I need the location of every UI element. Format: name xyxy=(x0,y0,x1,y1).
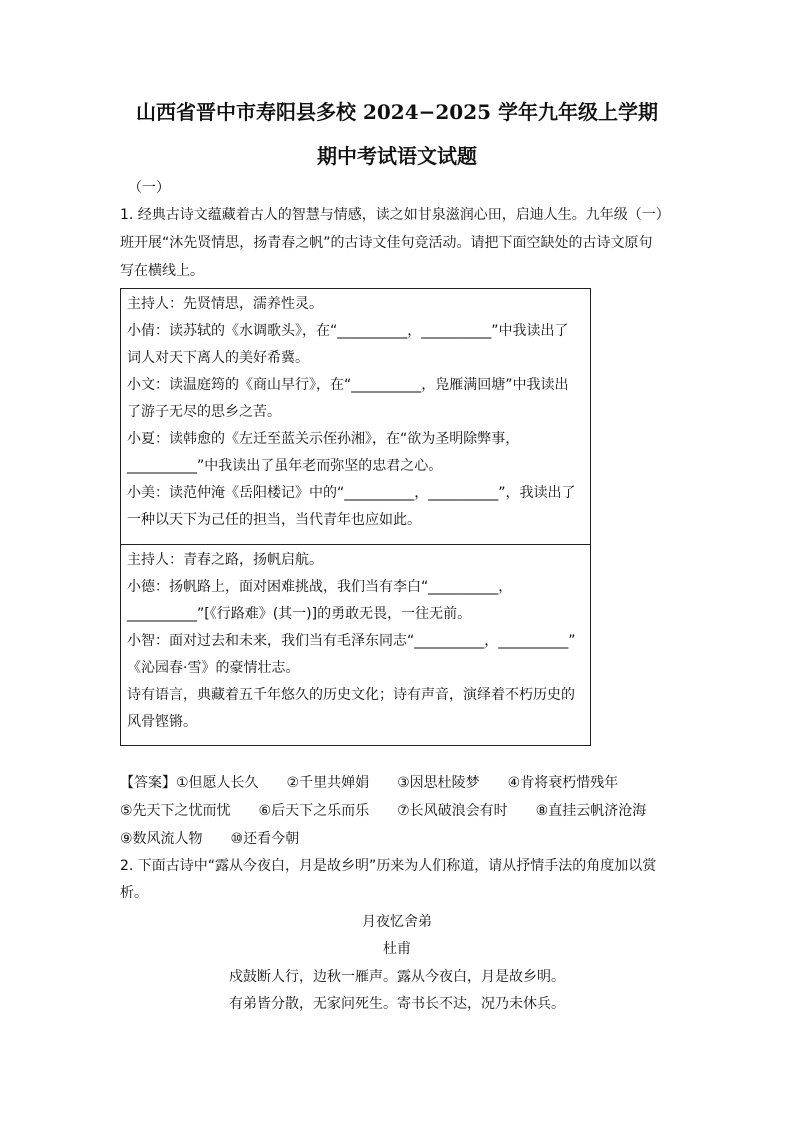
box-line: 诗有语言，典藏着五千年悠久的历史文化；诗有声音，演绎着不朽历史的 xyxy=(127,687,575,703)
question-1-line: 1. 经典古诗文蕴藏着古人的智慧与情感，读之如甘泉滋润心田，启迪人生。九年级（一） xyxy=(120,207,670,223)
question-2-line: 析。 xyxy=(120,885,148,901)
question-2-line: 2. 下面古诗中“露从今夜白，月是故乡明”历来为人们称道，请从抒情手法的角度加以赏 xyxy=(120,858,657,874)
box-line: 词人对天下离人的美好希冀。 xyxy=(127,350,309,366)
answer-line: ⑨数风流人物 ⑩还看今朝 xyxy=(120,831,300,847)
box-line: 主持人：青春之路，扬帆启航。 xyxy=(127,552,323,568)
box-line: 小夏：读韩愈的《左迁至蓝关示侄孙湘》，在“欲为圣明除弊事， xyxy=(127,431,520,447)
poem-author: 杜甫 xyxy=(383,941,411,957)
document-title-line-1: 山西省晋中市寿阳县多校 2024−2025 学年九年级上学期 xyxy=(135,100,658,124)
box-line: 小智：面对过去和未来，我们当有毛泽东同志“__________，__________” xyxy=(127,633,576,649)
box-line: 一种以天下为己任的担当，当代青年也应如此。 xyxy=(127,512,421,528)
question-1-line: 写在横线上。 xyxy=(120,263,204,279)
box-line: 小倩：读苏轼的《水调歌头》，在“__________，__________”中我读出了 xyxy=(127,323,569,339)
answer-line: 【答案】①但愿人长久 ②千里共婵娟 ③因思杜陵梦 ④肯将衰朽惜残年 xyxy=(120,775,619,791)
box-line: 风骨铿锵。 xyxy=(127,714,197,730)
poem-line: 有弟皆分散，无家问死生。寄书长不达，况乃未休兵。 xyxy=(229,996,565,1012)
box-line: __________”中我读出了虽年老而弥坚的忠君之心。 xyxy=(127,458,443,474)
box-line: __________”[《行路难》(其一)]的勇敢无畏，一往无前。 xyxy=(127,606,472,622)
box-line: 小美：读范仲淹《岳阳楼记》中的“__________，__________”，我读出了 xyxy=(127,485,576,501)
box-line: 《沁园春·雪》的豪情壮志。 xyxy=(127,660,300,676)
box-line: 小德：扬帆路上，面对困难挑战，我们当有李白“__________， xyxy=(127,579,513,595)
box-line: 主持人：先贤情思，濡养性灵。 xyxy=(127,296,323,312)
answer-line: ⑤先天下之忧而忧 ⑥后天下之乐而乐 ⑦长风破浪会有时 ⑧直挂云帆济沧海 xyxy=(120,803,647,819)
box-line: 小文：读温庭筠的《商山早行》，在“__________，凫雁满回塘”中我读出 xyxy=(127,377,569,393)
section-label: （一） xyxy=(128,180,170,196)
box-line: 了游子无尽的思乡之苦。 xyxy=(127,404,281,420)
poem-line: 戍鼓断人行，边秋一雁声。露从今夜白，月是故乡明。 xyxy=(229,969,565,985)
poem-title: 月夜忆舍弟 xyxy=(362,914,432,930)
document-title-line-2: 期中考试语文试题 xyxy=(317,144,477,168)
question-1-line: 班开展“沐先贤情思，扬青春之帆”的古诗文佳句竞活动。请把下面空缺处的古诗文原句 xyxy=(120,235,653,251)
